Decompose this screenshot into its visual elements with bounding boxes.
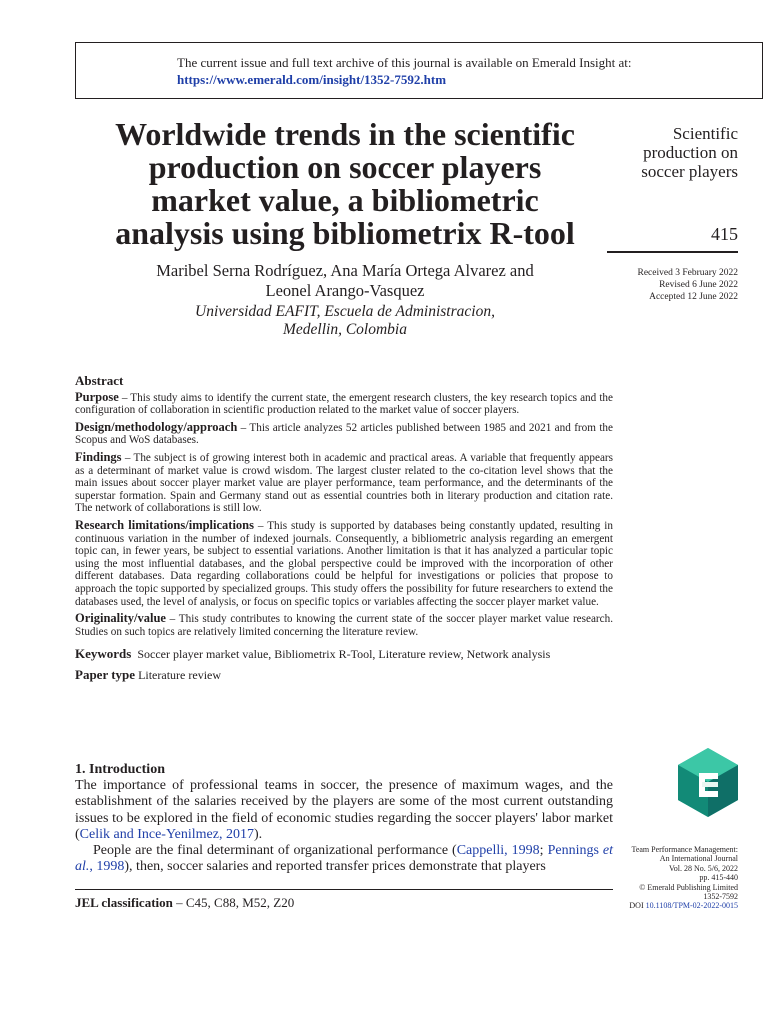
doi-link[interactable]: 10.1108/TPM-02-2022-0015 <box>645 901 738 911</box>
abstract-purpose: Purpose – This study aims to identify the current state, the emergent research clusters, the key research topics and the configuration of collaboration in scientific production related to the market value of soccer players. <box>75 389 613 417</box>
page-number: 415 <box>711 224 738 244</box>
journal-line: pp. 415-440 <box>699 873 738 883</box>
title-line: production on soccer players <box>148 149 542 185</box>
citation-link[interactable]: Pennings et al., 1998 <box>75 843 614 875</box>
title-line: market value, a bibliometric <box>151 182 539 218</box>
jel-classification: JEL classification – C45, C88, M52, Z20 <box>75 895 295 910</box>
running-head-line: soccer players <box>641 162 738 181</box>
authors <box>75 261 615 301</box>
footnote-rule <box>75 889 613 890</box>
abstract-design: Design/methodology/approach – This article analyzes 52 articles published between 1985 and 2021 and from the Scopus and WoS databases. <box>75 419 613 447</box>
intro-paragraph: The importance of professional teams in soccer, the presence of maximum wages, and the establishment of the salaries received by the players are some of the most current outstanding issues to be explored in the field of economic studies regarding the soccer players' labor market (Celik and Ince-Yenilmez, 2017). <box>75 778 613 842</box>
keywords: Keywords Soccer player market value, Bibliometrix R-Tool, Literature review, Network analysis <box>75 646 551 662</box>
received-date: Received 3 February 2022 <box>637 268 738 278</box>
abstract-findings: Findings – The subject is of growing interest both in academic and practical areas. A variable that frequently appears as a determinant of market value is crowd wisdom. The largest cluster related to the co-citation level shows that the main issues about soccer player market value are player performance, team performance, and the determinants of the superstar formation. Spain and Germany stand out as essential countries both in literary production and citation rate. The network of collaborations is still low. <box>75 449 613 515</box>
journal-line: An International Journal <box>659 854 738 864</box>
doi-line: DOI 10.1108/TPM-02-2022-0015 <box>629 901 738 911</box>
introduction <box>75 762 613 875</box>
affiliation <box>75 303 615 339</box>
journal-line: 1352-7592 <box>703 892 738 902</box>
intro-paragraph: People are the final determinant of organizational performance (Cappelli, 1998; Pennings et al., 1998), then, soccer salaries and reported transfer prices demonstrate that players <box>75 843 614 875</box>
emerald-logo-icon <box>678 748 738 820</box>
abstract-limitations: Research limitations/implications – This study is supported by databases being constantly updated, resulting in continuous variation in the number of indexed journals. Consequently, a bibliometric analysis regarding an emergent topic can, in fewer years, be subject to essential variations. Another limitation is that it has analyzed a particular topic using the most influential databases, and the global perspective could be improved with the incorporation of other different databases. Data regarding collaborations could be helpful for investigations or policies that propose to approach the topic supported by specialized groups. This study offers the possibility for future researchers to extend the databases used, the level of analysis, or focus on specific topics or variables affecting the soccer player market value. <box>75 517 613 608</box>
revised-date: Revised 6 June 2022 <box>659 280 738 290</box>
running-head <box>615 124 738 181</box>
journal-line: Team Performance Management: <box>631 845 738 854</box>
submission-dates <box>600 267 738 303</box>
running-head-line: Scientific <box>672 124 738 143</box>
archive-notice-box <box>75 42 763 99</box>
abstract-heading: Abstract <box>75 373 124 388</box>
citation-link[interactable]: Celik and Ince-Yenilmez, 2017 <box>79 826 254 842</box>
page-number-rule <box>607 251 738 253</box>
authors-line: Maribel Serna Rodríguez, Ana María Ortega Alvarez and <box>156 261 534 280</box>
affiliation-line: Medellin, Colombia <box>283 321 407 338</box>
title-line: Worldwide trends in the scientific <box>115 116 575 152</box>
journal-link[interactable]: https://www.emerald.com/insight/1352-7592.htm <box>177 72 447 87</box>
archive-notice-text: The current issue and full text archive of this journal is available on Emerald Insight at: <box>177 55 632 70</box>
authors-line: Leonel Arango-Vasquez <box>265 281 425 300</box>
citation-link[interactable]: Cappelli, 1998 <box>456 843 540 859</box>
abstract-originality: Originality/value – This study contributes to knowing the current state of the soccer player market value research. Studies on such topics are relatively limited concerning the literature review. <box>75 611 613 638</box>
title-line: analysis using bibliometrix R-tool <box>115 215 575 251</box>
journal-info <box>600 845 738 911</box>
article-title <box>75 118 615 250</box>
abstract <box>75 375 613 685</box>
paper-type: Paper type Literature review <box>75 666 222 682</box>
journal-line: Vol. 28 No. 5/6, 2022 <box>669 863 738 873</box>
accepted-date: Accepted 12 June 2022 <box>649 292 738 302</box>
affiliation-line: Universidad EAFIT, Escuela de Administracion, <box>195 303 495 320</box>
journal-line: © Emerald Publishing Limited <box>639 882 738 892</box>
intro-heading: 1. Introduction <box>75 762 165 777</box>
running-head-line: production on <box>643 143 738 162</box>
